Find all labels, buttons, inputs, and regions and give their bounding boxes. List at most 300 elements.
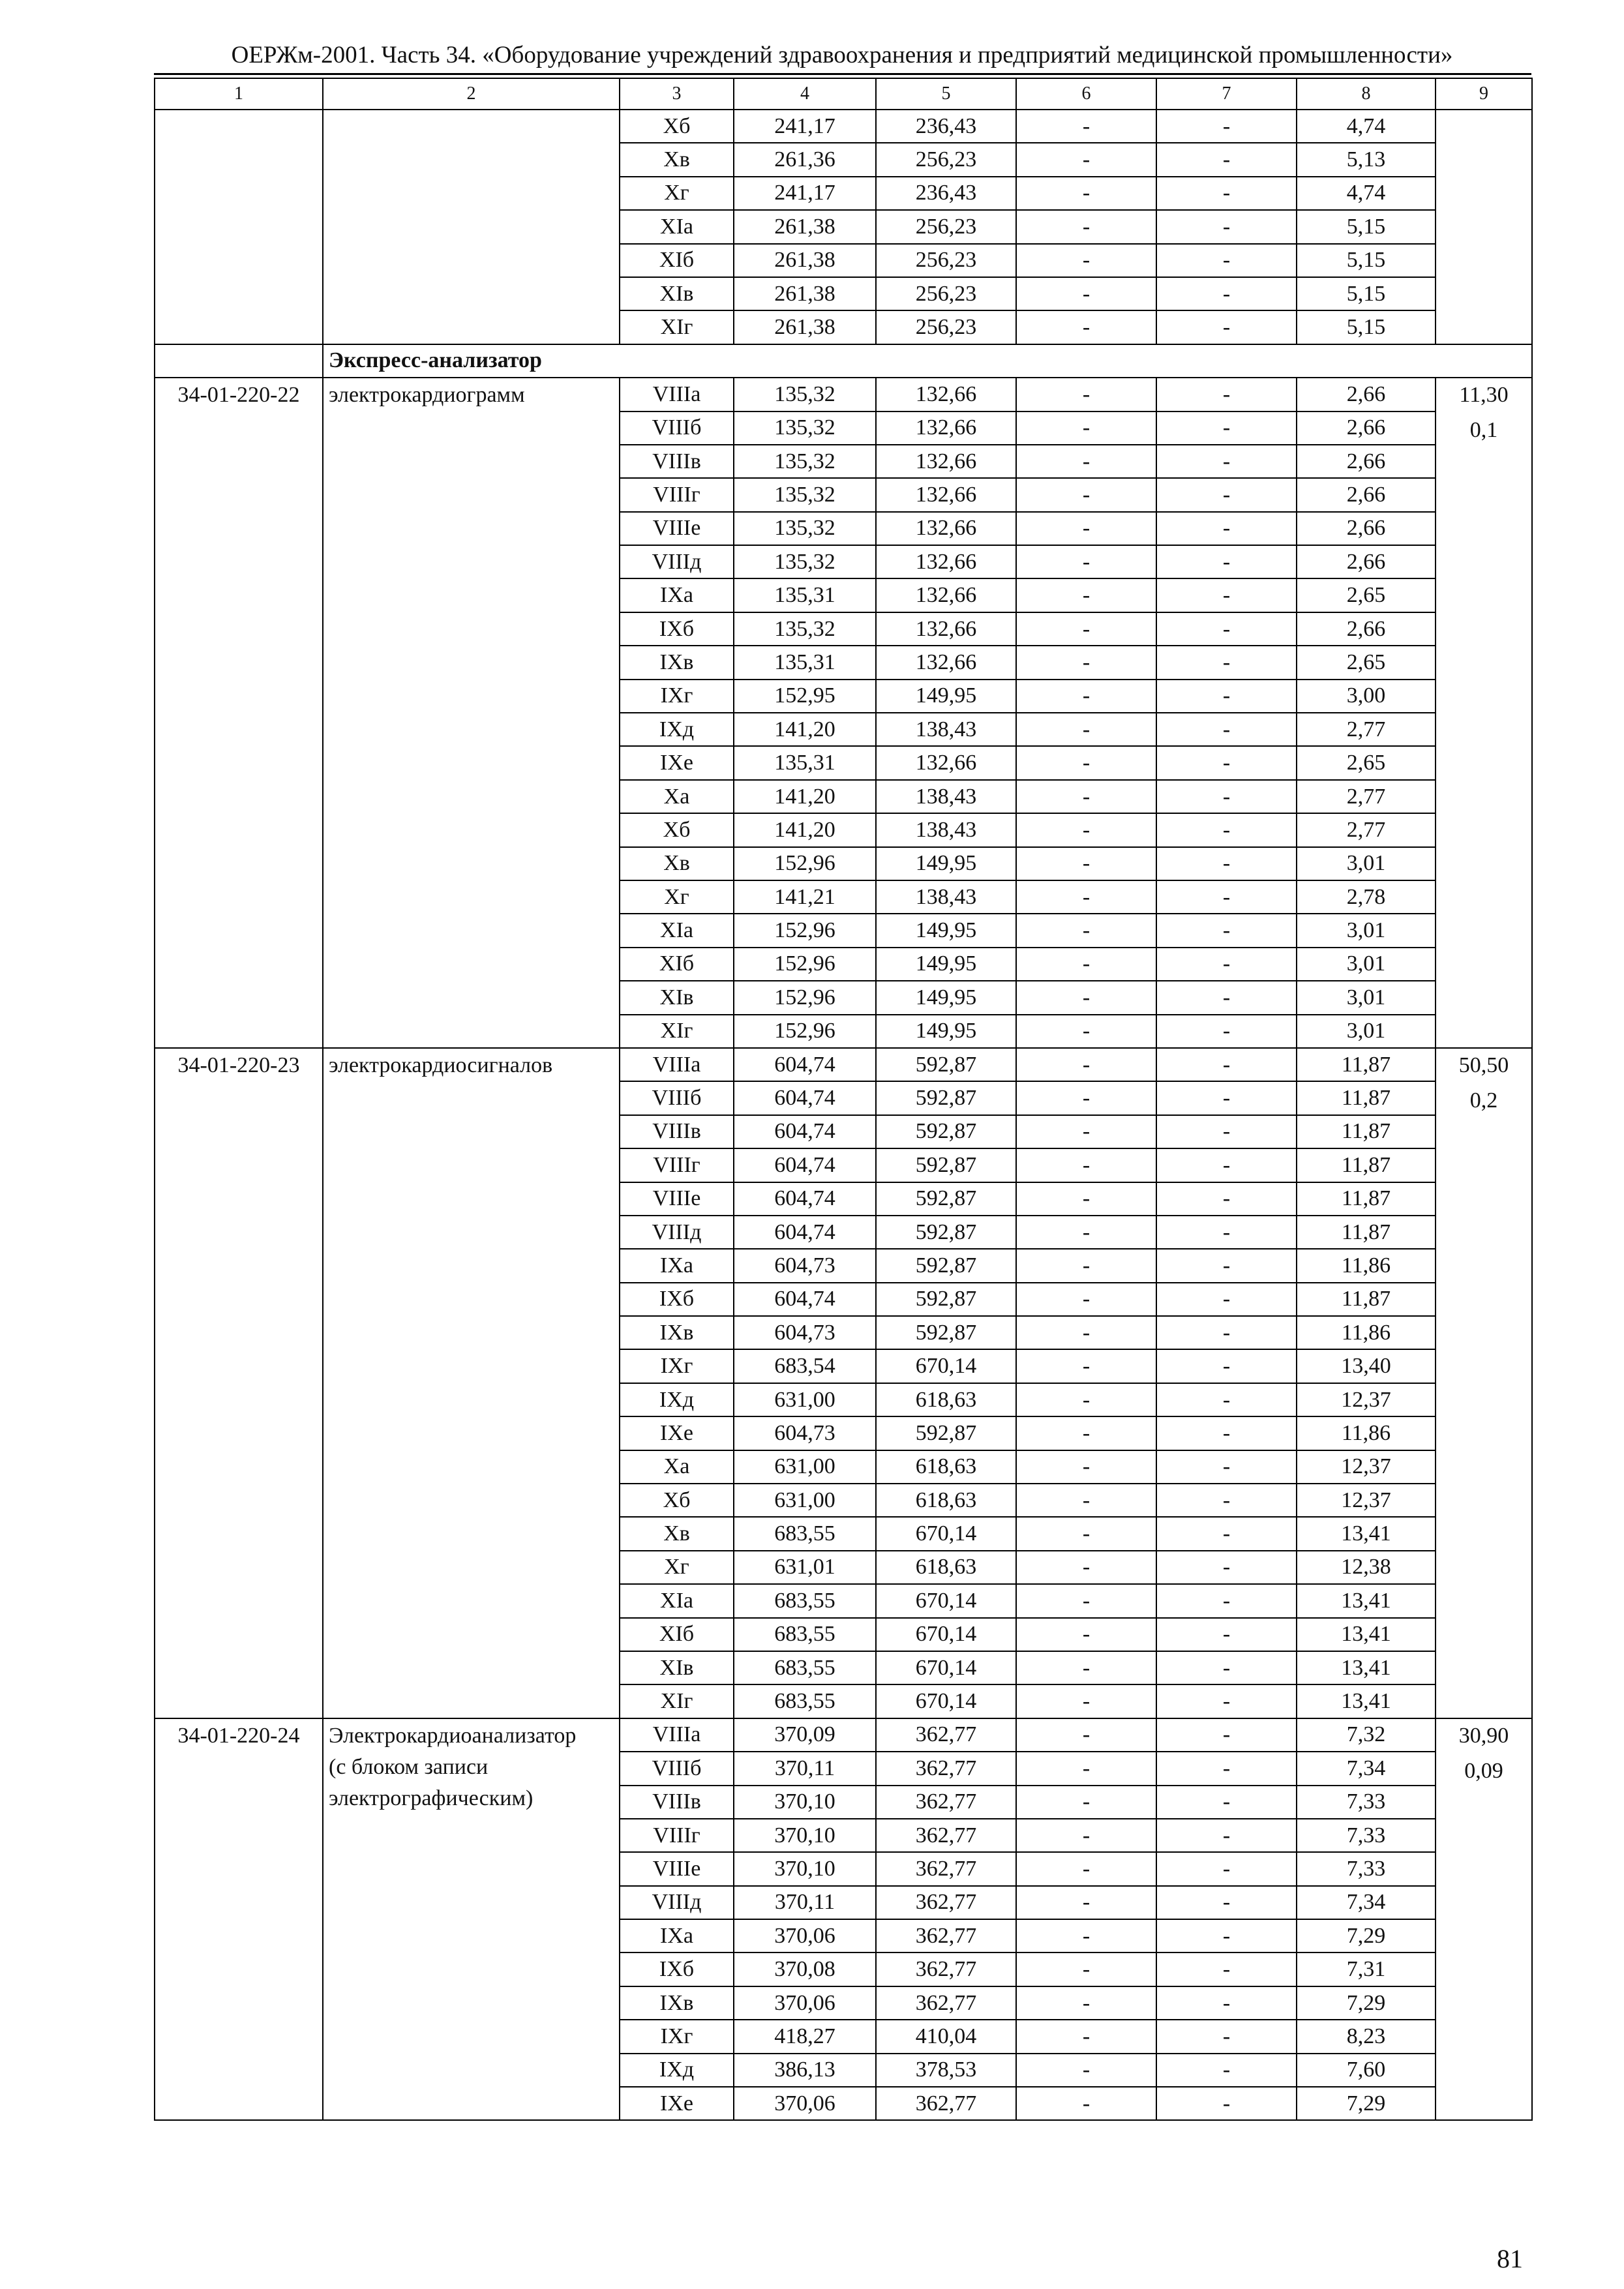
col4-cell: 152,96 xyxy=(734,914,876,947)
col5-cell: 362,77 xyxy=(876,1852,1016,1885)
col8-cell: 3,00 xyxy=(1297,680,1436,713)
col7-cell: - xyxy=(1156,2087,1297,2120)
col6-cell: - xyxy=(1016,411,1156,445)
col5-cell: 132,66 xyxy=(876,512,1016,545)
col8-cell: 11,87 xyxy=(1297,1283,1436,1316)
col6-cell: - xyxy=(1016,1852,1156,1885)
column-number-row xyxy=(155,78,1532,110)
col5-cell: 618,63 xyxy=(876,1450,1016,1484)
col9-value: 0,2 xyxy=(1469,1088,1498,1113)
col5-cell: 256,23 xyxy=(876,277,1016,310)
col4-cell: 261,36 xyxy=(734,143,876,176)
class-cell: VIIIд xyxy=(620,1886,734,1919)
col6-cell: - xyxy=(1016,244,1156,277)
col7-cell: - xyxy=(1156,914,1297,947)
continuation-col9-cell xyxy=(1436,110,1532,344)
col6-cell: - xyxy=(1016,512,1156,545)
col7-cell: - xyxy=(1156,646,1297,679)
class-cell: IXг xyxy=(620,680,734,713)
col6-cell: - xyxy=(1016,1484,1156,1517)
col6-cell: - xyxy=(1016,847,1156,880)
column-number-2: 2 xyxy=(323,78,620,110)
col4-cell: 604,74 xyxy=(734,1182,876,1216)
col6-cell: - xyxy=(1016,1919,1156,1952)
col5-cell: 138,43 xyxy=(876,780,1016,813)
col6-cell: - xyxy=(1016,1182,1156,1216)
col7-cell: - xyxy=(1156,177,1297,210)
col8-cell: 13,41 xyxy=(1297,1584,1436,1617)
col5-cell: 362,77 xyxy=(876,1986,1016,2020)
col7-cell: - xyxy=(1156,378,1297,411)
col8-cell: 2,66 xyxy=(1297,445,1436,478)
col6-cell: - xyxy=(1016,1986,1156,2020)
table-row xyxy=(155,1718,1532,1752)
col7-cell: - xyxy=(1156,1852,1297,1885)
col6-cell: - xyxy=(1016,680,1156,713)
col6-cell: - xyxy=(1016,1416,1156,1450)
col8-cell: 12,38 xyxy=(1297,1551,1436,1584)
col8-cell: 2,66 xyxy=(1297,512,1436,545)
col6-cell: - xyxy=(1016,143,1156,176)
col5-cell: 362,77 xyxy=(876,1718,1016,1752)
class-cell: VIIIа xyxy=(620,1718,734,1752)
column-number-6: 6 xyxy=(1016,78,1156,110)
col4-cell: 370,06 xyxy=(734,1986,876,2020)
col7-cell: - xyxy=(1156,244,1297,277)
class-cell: Xа xyxy=(620,1450,734,1484)
col7-cell: - xyxy=(1156,713,1297,746)
col5-cell: 149,95 xyxy=(876,914,1016,947)
col6-cell: - xyxy=(1016,880,1156,914)
col8-cell: 13,41 xyxy=(1297,1517,1436,1550)
class-cell: VIIIв xyxy=(620,1115,734,1148)
col8-cell: 3,01 xyxy=(1297,1015,1436,1048)
col8-cell: 2,65 xyxy=(1297,746,1436,779)
col5-cell: 670,14 xyxy=(876,1618,1016,1651)
col8-cell: 12,37 xyxy=(1297,1450,1436,1484)
col4-cell: 370,09 xyxy=(734,1718,876,1752)
col8-cell: 2,65 xyxy=(1297,646,1436,679)
class-cell: Xа xyxy=(620,780,734,813)
col4-cell: 141,20 xyxy=(734,813,876,846)
section-title: Экспресс-анализатор xyxy=(323,344,1532,378)
class-cell: Xг xyxy=(620,880,734,914)
col4-cell: 261,38 xyxy=(734,244,876,277)
continuation-name-cell xyxy=(323,110,620,344)
col7-cell: - xyxy=(1156,1316,1297,1349)
col6-cell: - xyxy=(1016,1115,1156,1148)
col8-cell: 13,41 xyxy=(1297,1651,1436,1684)
col8-cell: 5,13 xyxy=(1297,143,1436,176)
class-cell: VIIIв xyxy=(620,1786,734,1819)
col6-cell: - xyxy=(1016,948,1156,981)
col6-cell: - xyxy=(1016,914,1156,947)
class-cell: VIIIг xyxy=(620,1148,734,1182)
col5-cell: 592,87 xyxy=(876,1048,1016,1081)
col6-cell: - xyxy=(1016,1249,1156,1282)
col4-cell: 370,06 xyxy=(734,1919,876,1952)
col4-cell: 135,32 xyxy=(734,411,876,445)
col8-cell: 13,41 xyxy=(1297,1618,1436,1651)
col7-cell: - xyxy=(1156,746,1297,779)
col7-cell: - xyxy=(1156,1416,1297,1450)
col6-cell: - xyxy=(1016,746,1156,779)
col5-cell: 132,66 xyxy=(876,411,1016,445)
col7-cell: - xyxy=(1156,1115,1297,1148)
col7-cell: - xyxy=(1156,545,1297,578)
col7-cell: - xyxy=(1156,847,1297,880)
class-cell: IXд xyxy=(620,2054,734,2087)
page-header-title: ОЕРЖм-2001. Часть 34. «Оборудование учреждений здравоохранения и предприятий медицинской промышленности» xyxy=(231,42,1453,68)
col5-cell: 410,04 xyxy=(876,2020,1016,2053)
col6-cell: - xyxy=(1016,445,1156,478)
col8-cell: 2,77 xyxy=(1297,813,1436,846)
class-cell: IXв xyxy=(620,646,734,679)
col7-cell: - xyxy=(1156,445,1297,478)
class-cell: IXе xyxy=(620,1416,734,1450)
col7-cell: - xyxy=(1156,1048,1297,1081)
rate-code-text: 34-01-220-23 xyxy=(177,1053,300,1077)
col5-cell: 592,87 xyxy=(876,1115,1016,1148)
col8-cell: 12,37 xyxy=(1297,1484,1436,1517)
col8-cell: 7,34 xyxy=(1297,1752,1436,1785)
col6-cell: - xyxy=(1016,1383,1156,1416)
col4-cell: 683,55 xyxy=(734,1684,876,1718)
col5-cell: 236,43 xyxy=(876,177,1016,210)
col6-cell: - xyxy=(1016,713,1156,746)
class-cell: IXе xyxy=(620,746,734,779)
col4-cell: 370,08 xyxy=(734,1952,876,1986)
col5-cell: 592,87 xyxy=(876,1182,1016,1216)
class-cell: VIIIе xyxy=(620,1182,734,1216)
rates-table xyxy=(154,78,1533,2121)
col5-cell: 618,63 xyxy=(876,1484,1016,1517)
col7-cell: - xyxy=(1156,1148,1297,1182)
col6-cell: - xyxy=(1016,780,1156,813)
col5-cell: 592,87 xyxy=(876,1216,1016,1249)
col4-cell: 631,01 xyxy=(734,1551,876,1584)
column-number-9: 9 xyxy=(1436,78,1532,110)
col4-cell: 604,74 xyxy=(734,1216,876,1249)
col8-cell: 11,86 xyxy=(1297,1249,1436,1282)
section-row xyxy=(155,344,1532,378)
col4-cell: 135,31 xyxy=(734,746,876,779)
class-cell: XIб xyxy=(620,244,734,277)
class-cell: XIв xyxy=(620,1651,734,1684)
col6-cell: - xyxy=(1016,478,1156,511)
column-number-8: 8 xyxy=(1297,78,1436,110)
col4-cell: 152,96 xyxy=(734,948,876,981)
col5-cell: 592,87 xyxy=(876,1148,1016,1182)
col8-cell: 2,65 xyxy=(1297,578,1436,612)
class-cell: XIв xyxy=(620,981,734,1014)
col6-cell: - xyxy=(1016,612,1156,646)
col6-cell: - xyxy=(1016,1216,1156,1249)
col8-cell: 7,60 xyxy=(1297,2054,1436,2087)
col4-cell: 604,74 xyxy=(734,1283,876,1316)
col9-cell xyxy=(1436,1718,1532,2121)
col7-cell: - xyxy=(1156,1651,1297,1684)
col4-cell: 631,00 xyxy=(734,1383,876,1416)
col7-cell: - xyxy=(1156,411,1297,445)
class-cell: VIIIб xyxy=(620,1081,734,1115)
col5-cell: 236,43 xyxy=(876,110,1016,143)
col8-cell: 7,32 xyxy=(1297,1718,1436,1752)
col8-cell: 13,41 xyxy=(1297,1684,1436,1718)
col7-cell: - xyxy=(1156,1752,1297,1785)
rate-name-line: электрокардиограмм xyxy=(329,383,525,408)
class-cell: VIIIа xyxy=(620,1048,734,1081)
col8-cell: 13,40 xyxy=(1297,1349,1436,1383)
class-cell: VIIIд xyxy=(620,1216,734,1249)
col7-cell: - xyxy=(1156,1517,1297,1550)
rate-name-line: (с блоком записи xyxy=(329,1754,489,1779)
class-cell: Xб xyxy=(620,813,734,846)
col4-cell: 386,13 xyxy=(734,2054,876,2087)
class-cell: Xб xyxy=(620,1484,734,1517)
col6-cell: - xyxy=(1016,1148,1156,1182)
col6-cell: - xyxy=(1016,578,1156,612)
col9-value: 0,09 xyxy=(1464,1758,1503,1783)
col4-cell: 370,10 xyxy=(734,1786,876,1819)
col4-cell: 604,74 xyxy=(734,1048,876,1081)
col6-cell: - xyxy=(1016,1081,1156,1115)
col6-cell: - xyxy=(1016,1651,1156,1684)
class-cell: IXг xyxy=(620,2020,734,2053)
column-number-4: 4 xyxy=(734,78,876,110)
col4-cell: 370,06 xyxy=(734,2087,876,2120)
class-cell: XIб xyxy=(620,1618,734,1651)
col7-cell: - xyxy=(1156,512,1297,545)
page-number: 81 xyxy=(1497,2244,1523,2273)
class-cell: IXд xyxy=(620,713,734,746)
col8-cell: 11,87 xyxy=(1297,1148,1436,1182)
col4-cell: 135,32 xyxy=(734,378,876,411)
col5-cell: 138,43 xyxy=(876,713,1016,746)
rate-name xyxy=(323,1718,620,2121)
class-cell: IXа xyxy=(620,1249,734,1282)
rate-name-line: электрокардиосигналов xyxy=(329,1053,553,1077)
col8-cell: 2,66 xyxy=(1297,612,1436,646)
col8-cell: 2,66 xyxy=(1297,411,1436,445)
col6-cell: - xyxy=(1016,813,1156,846)
col6-cell: - xyxy=(1016,646,1156,679)
col5-cell: 670,14 xyxy=(876,1684,1016,1718)
class-cell: VIIIе xyxy=(620,1852,734,1885)
col6-cell: - xyxy=(1016,1015,1156,1048)
col5-cell: 256,23 xyxy=(876,210,1016,243)
rate-name-line: электрографическим) xyxy=(329,1786,534,1810)
col4-cell: 604,74 xyxy=(734,1115,876,1148)
col4-cell: 631,00 xyxy=(734,1450,876,1484)
col8-cell: 3,01 xyxy=(1297,847,1436,880)
col5-cell: 362,77 xyxy=(876,1786,1016,1819)
col7-cell: - xyxy=(1156,1216,1297,1249)
rate-code xyxy=(155,1718,323,2121)
col8-cell: 5,15 xyxy=(1297,210,1436,243)
col6-cell: - xyxy=(1016,1684,1156,1718)
class-cell: XIа xyxy=(620,914,734,947)
rate-name-line: Электрокардиоанализатор xyxy=(329,1723,577,1748)
col5-cell: 132,66 xyxy=(876,478,1016,511)
col7-cell: - xyxy=(1156,1015,1297,1048)
col7-cell: - xyxy=(1156,880,1297,914)
col8-cell: 7,29 xyxy=(1297,2087,1436,2120)
col6-cell: - xyxy=(1016,2087,1156,2120)
class-cell: XIг xyxy=(620,310,734,344)
class-cell: VIIIб xyxy=(620,411,734,445)
col6-cell: - xyxy=(1016,1517,1156,1550)
col8-cell: 7,33 xyxy=(1297,1819,1436,1852)
class-cell: IXа xyxy=(620,1919,734,1952)
col5-cell: 362,77 xyxy=(876,1919,1016,1952)
continuation-code-cell xyxy=(155,110,323,344)
class-cell: VIIIа xyxy=(620,378,734,411)
col6-cell: - xyxy=(1016,1551,1156,1584)
col4-cell: 152,96 xyxy=(734,981,876,1014)
col5-cell: 592,87 xyxy=(876,1081,1016,1115)
col6-cell: - xyxy=(1016,1584,1156,1617)
col8-cell: 2,77 xyxy=(1297,713,1436,746)
col4-cell: 141,20 xyxy=(734,713,876,746)
col7-cell: - xyxy=(1156,143,1297,176)
col8-cell: 3,01 xyxy=(1297,948,1436,981)
class-cell: IXб xyxy=(620,1283,734,1316)
col7-cell: - xyxy=(1156,110,1297,143)
col5-cell: 256,23 xyxy=(876,143,1016,176)
col7-cell: - xyxy=(1156,2054,1297,2087)
table-row xyxy=(155,378,1532,411)
col4-cell: 683,54 xyxy=(734,1349,876,1383)
table-row xyxy=(155,1048,1532,1081)
col7-cell: - xyxy=(1156,1450,1297,1484)
col5-cell: 132,66 xyxy=(876,612,1016,646)
col8-cell: 2,66 xyxy=(1297,545,1436,578)
col4-cell: 418,27 xyxy=(734,2020,876,2053)
col9-value: 0,1 xyxy=(1469,418,1498,443)
col6-cell: - xyxy=(1016,1349,1156,1383)
col5-cell: 592,87 xyxy=(876,1283,1016,1316)
col6-cell: - xyxy=(1016,1819,1156,1852)
class-cell: IXб xyxy=(620,1952,734,1986)
col8-cell: 8,23 xyxy=(1297,2020,1436,2053)
col4-cell: 135,31 xyxy=(734,578,876,612)
col4-cell: 135,32 xyxy=(734,445,876,478)
col8-cell: 2,78 xyxy=(1297,880,1436,914)
col5-cell: 362,77 xyxy=(876,2087,1016,2120)
col8-cell: 7,31 xyxy=(1297,1952,1436,1986)
col7-cell: - xyxy=(1156,310,1297,344)
rate-code xyxy=(155,378,323,1048)
col8-cell: 11,87 xyxy=(1297,1115,1436,1148)
col7-cell: - xyxy=(1156,1819,1297,1852)
col7-cell: - xyxy=(1156,1986,1297,2020)
rate-name xyxy=(323,378,620,1048)
col4-cell: 261,38 xyxy=(734,210,876,243)
col5-cell: 592,87 xyxy=(876,1416,1016,1450)
class-cell: XIг xyxy=(620,1684,734,1718)
col6-cell: - xyxy=(1016,310,1156,344)
col7-cell: - xyxy=(1156,1349,1297,1383)
col4-cell: 370,11 xyxy=(734,1886,876,1919)
col6-cell: - xyxy=(1016,110,1156,143)
col9-value: 50,50 xyxy=(1458,1053,1509,1077)
col7-cell: - xyxy=(1156,948,1297,981)
col5-cell: 149,95 xyxy=(876,981,1016,1014)
col8-cell: 2,66 xyxy=(1297,378,1436,411)
class-cell: Xг xyxy=(620,1551,734,1584)
col5-cell: 132,66 xyxy=(876,378,1016,411)
col4-cell: 141,21 xyxy=(734,880,876,914)
col5-cell: 362,77 xyxy=(876,1952,1016,1986)
rate-code-text: 34-01-220-24 xyxy=(177,1723,300,1748)
col7-cell: - xyxy=(1156,1484,1297,1517)
rate-code-text: 34-01-220-22 xyxy=(177,383,300,408)
class-cell: VIIIв xyxy=(620,445,734,478)
class-cell: VIIIб xyxy=(620,1752,734,1785)
col4-cell: 135,32 xyxy=(734,512,876,545)
col4-cell: 370,11 xyxy=(734,1752,876,1785)
col4-cell: 683,55 xyxy=(734,1517,876,1550)
col6-cell: - xyxy=(1016,177,1156,210)
rate-name xyxy=(323,1048,620,1718)
col6-cell: - xyxy=(1016,1786,1156,1819)
col7-cell: - xyxy=(1156,1182,1297,1216)
col6-cell: - xyxy=(1016,545,1156,578)
col7-cell: - xyxy=(1156,1081,1297,1115)
col4-cell: 135,32 xyxy=(734,478,876,511)
class-cell: Xг xyxy=(620,177,734,210)
col5-cell: 256,23 xyxy=(876,244,1016,277)
col5-cell: 149,95 xyxy=(876,680,1016,713)
col5-cell: 670,14 xyxy=(876,1584,1016,1617)
col6-cell: - xyxy=(1016,277,1156,310)
col8-cell: 11,87 xyxy=(1297,1216,1436,1249)
rate-code xyxy=(155,1048,323,1718)
col8-cell: 4,74 xyxy=(1297,177,1436,210)
col7-cell: - xyxy=(1156,1584,1297,1617)
col7-cell: - xyxy=(1156,1952,1297,1986)
col7-cell: - xyxy=(1156,680,1297,713)
col7-cell: - xyxy=(1156,981,1297,1014)
col8-cell: 11,86 xyxy=(1297,1316,1436,1349)
col5-cell: 592,87 xyxy=(876,1316,1016,1349)
table-row xyxy=(155,110,1532,143)
class-cell: Xв xyxy=(620,847,734,880)
col4-cell: 631,00 xyxy=(734,1484,876,1517)
col6-cell: - xyxy=(1016,2054,1156,2087)
class-cell: IXв xyxy=(620,1316,734,1349)
col4-cell: 152,96 xyxy=(734,847,876,880)
col6-cell: - xyxy=(1016,1283,1156,1316)
col5-cell: 138,43 xyxy=(876,880,1016,914)
col5-cell: 149,95 xyxy=(876,1015,1016,1048)
header-rule xyxy=(154,73,1531,75)
class-cell: VIIIд xyxy=(620,545,734,578)
col4-cell: 241,17 xyxy=(734,177,876,210)
col5-cell: 362,77 xyxy=(876,1752,1016,1785)
col8-cell: 2,77 xyxy=(1297,780,1436,813)
class-cell: VIIIе xyxy=(620,512,734,545)
class-cell: IXб xyxy=(620,612,734,646)
col4-cell: 261,38 xyxy=(734,277,876,310)
col7-cell: - xyxy=(1156,813,1297,846)
col7-cell: - xyxy=(1156,1551,1297,1584)
class-cell: IXв xyxy=(620,1986,734,2020)
col9-value: 30,90 xyxy=(1458,1723,1509,1748)
col8-cell: 7,29 xyxy=(1297,1986,1436,2020)
col5-cell: 132,66 xyxy=(876,545,1016,578)
